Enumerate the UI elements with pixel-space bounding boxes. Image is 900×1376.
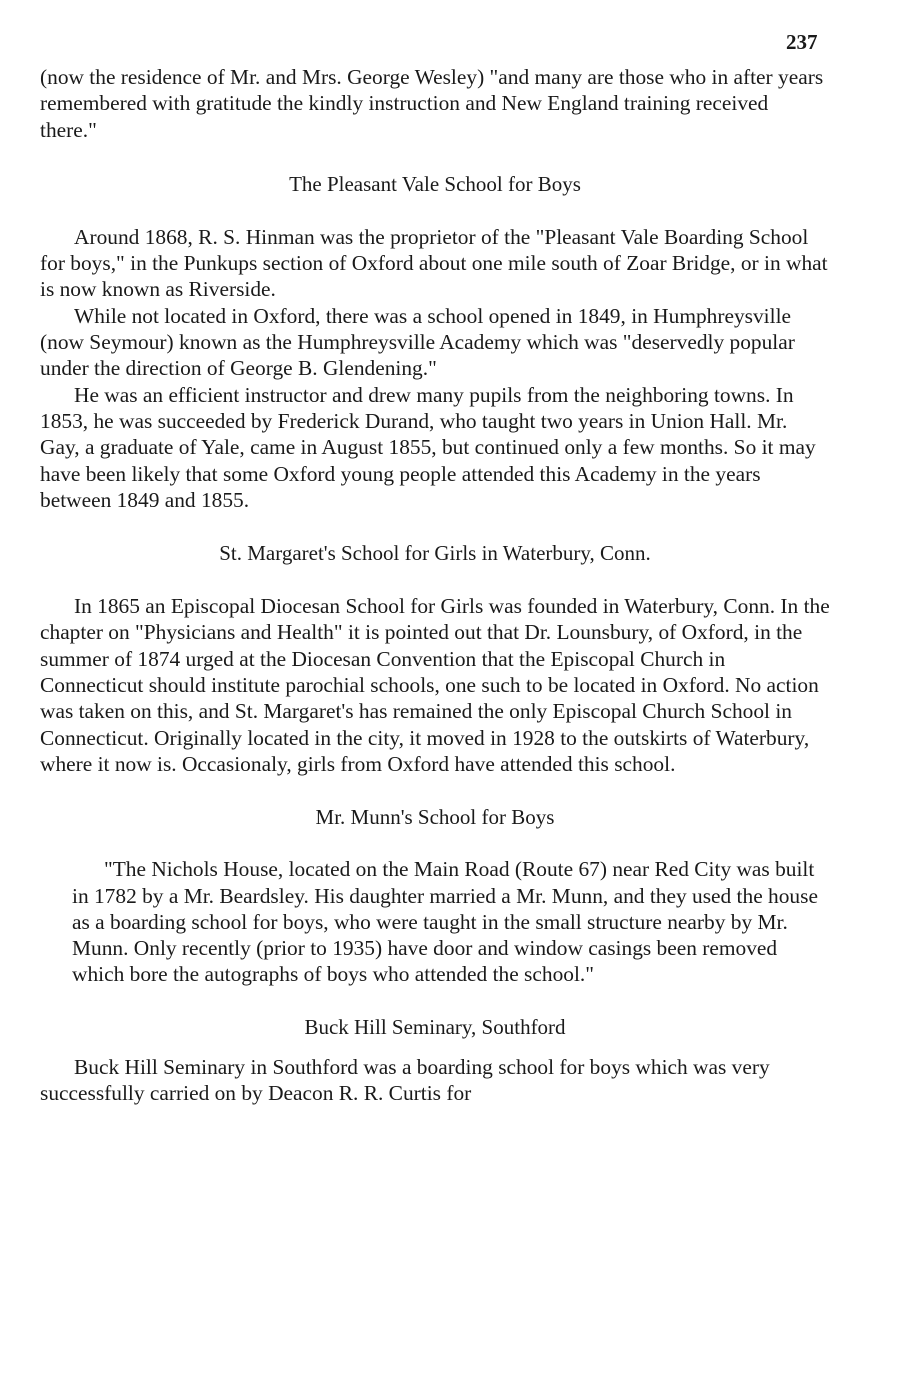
section-heading-munn: Mr. Munn's School for Boys xyxy=(315,805,555,830)
paragraph: While not located in Oxford, there was a school opened in 1849, in Humphreysville (now Seymour) known as the Humphreysville Academy which was "deservedly popular under the direction of George B. Glendening." xyxy=(40,303,795,381)
section-heading-pleasant-vale: The Pleasant Vale School for Boys xyxy=(289,171,581,196)
section-heading-buck-hill: Buck Hill Seminary, Southford xyxy=(304,1014,566,1039)
quoted-paragraph: "The Nichols House, located on the Main Road (Route 67) near Red City was built in 1782 by a Mr. Beardsley. His daughter married a Mr. Munn, and they used the house as a boarding school for boys, who were taught in the small structure nearby by Mr. Munn. Only recently (prior to 1935) have door and window casings been removed which bore the autographs of boys who attended the school." xyxy=(72,857,818,987)
page-body xyxy=(40,64,830,1106)
intro-paragraph: (now the residence of Mr. and Mrs. George Wesley) "and many are those who in after years remembered with gratitude the kindly instruction and New England training received there." xyxy=(40,65,824,142)
section-heading-st-margarets: St. Margaret's School for Girls in Waterbury, Conn. xyxy=(219,541,651,566)
paragraph: Buck Hill Seminary in Southford was a boarding school for boys which was very successfully carried on by Deacon R. R. Curtis for xyxy=(40,1054,770,1106)
page-number: 237 xyxy=(786,30,818,54)
paragraph: In 1865 an Episcopal Diocesan School for Girls was founded in Waterbury, Conn. In the chapter on "Physicians and Health" it is pointed out that Dr. Lounsbury, of Oxford, in the summer of 1874 urged at the Diocesan Convention that the Episcopal Church in Connecticut should institute parochial schools, one such to be located in Oxford. No action was taken on this, and St. Margaret's has remained the only Episcopal Church School in Connecticut. Originally located in the city, it moved in 1928 to the outskirts of Waterbury, where it now is. Occasionaly, girls from Oxford have attended this school. xyxy=(40,594,830,776)
quote-block xyxy=(40,856,830,987)
paragraph: Around 1868, R. S. Hinman was the proprietor of the "Pleasant Vale Boarding School for boys," in the Punkups section of Oxford about one mile south of Zoar Bridge, or in what is now known as Riverside. xyxy=(40,224,828,302)
paragraph: He was an efficient instructor and drew many pupils from the neighboring towns. In 1853, he was succeeded by Frederick Durand, who taught two years in Union Hall. Mr. Gay, a graduate of Yale, came in August 1855, but continued only a few months. So it may have been likely that some Oxford young people attended this Academy in the years between 1849 and 1855. xyxy=(40,382,816,512)
